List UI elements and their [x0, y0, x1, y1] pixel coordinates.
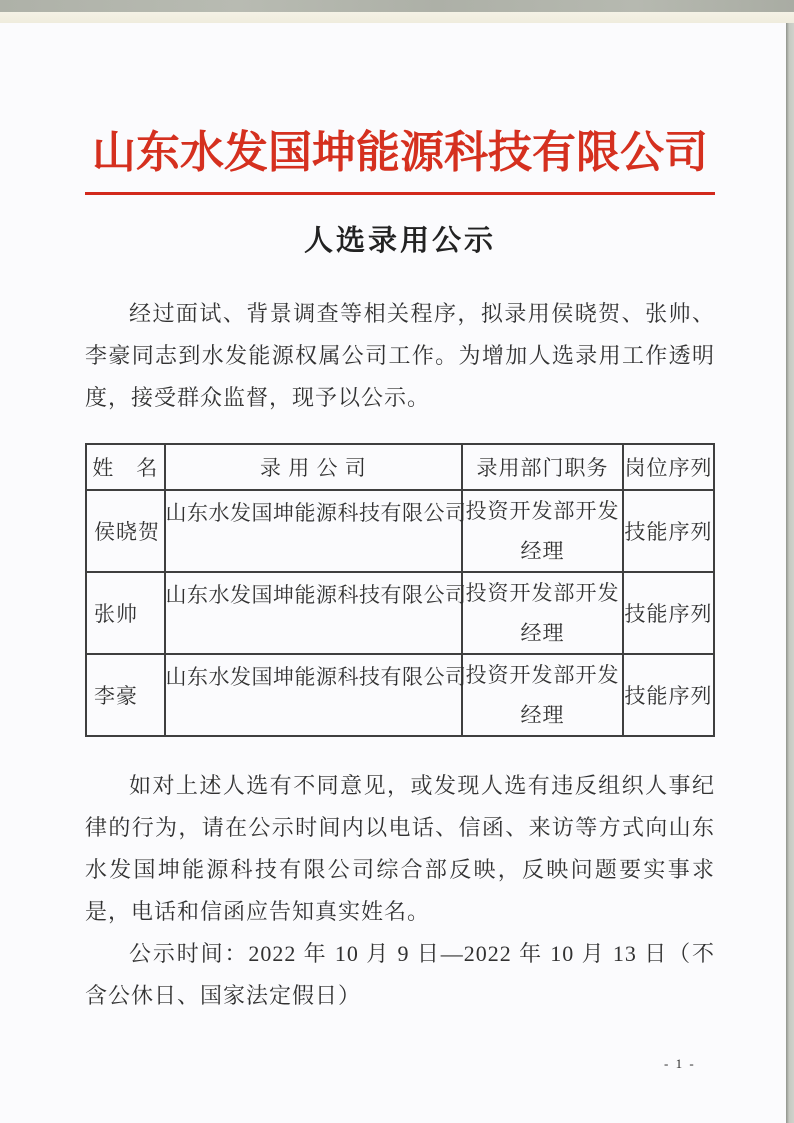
position-line-2: 经理 [520, 539, 565, 563]
cell-name: 李豪 [86, 654, 165, 736]
header-series: 岗位序列 [623, 444, 714, 490]
table-row [86, 490, 714, 572]
cell-series: 技能序列 [623, 490, 714, 572]
cell-position [462, 572, 623, 654]
cell-series: 技能序列 [623, 572, 714, 654]
cell-name: 张帅 [86, 572, 165, 654]
scan-edge-right [786, 23, 794, 1123]
position-line-1: 投资开发部开发 [465, 499, 620, 523]
company-title: 山东水发国坤能源科技有限公司 [92, 128, 708, 177]
cell-company: 山东水发国坤能源科技有限公司 [165, 490, 463, 572]
cell-position [462, 654, 623, 736]
intro-paragraph: 经过面试、背景调查等相关程序，拟录用侯晓贺、张帅、李豪同志到水发能源权属公司工作。为增加人选录用工作透明度，接受群众监督，现予以公示。 [85, 301, 715, 410]
objection-paragraph: 如对上述人选有不同意见，或发现人选有违反组织人事纪律的行为，请在公示时间内以电话、信函、来访等方式向山东水发国坤能源科技有限公司综合部反映，反映问题要实事求是，电话和信函应告知真实姓名。 [85, 773, 715, 924]
cell-name: 侯晓贺 [86, 490, 165, 572]
announcement-heading: 人选录用公示 [303, 225, 496, 257]
position-line-1: 投资开发部开发 [465, 663, 620, 687]
cell-company: 山东水发国坤能源科技有限公司 [165, 572, 463, 654]
title-divider [85, 192, 715, 195]
table-row [86, 654, 714, 736]
header-company: 录 用 公 司 [165, 444, 463, 490]
recruitment-table [85, 443, 715, 737]
cell-position [462, 490, 623, 572]
cell-company: 山东水发国坤能源科技有限公司 [165, 654, 463, 736]
table-row [86, 572, 714, 654]
table-header-row [86, 444, 714, 490]
position-line-2: 经理 [520, 621, 565, 645]
page-number: - 1 - [664, 1056, 696, 1071]
publicity-period-paragraph: 公示时间：2022 年 10 月 9 日—2022 年 10 月 13 日（不含公休日、国家法定假日） [85, 941, 715, 1008]
position-line-2: 经理 [520, 703, 565, 727]
header-name: 姓 名 [86, 444, 165, 490]
cell-series: 技能序列 [623, 654, 714, 736]
document-content [85, 0, 715, 1017]
header-department: 录用部门职务 [462, 444, 623, 490]
position-line-1: 投资开发部开发 [465, 581, 620, 605]
